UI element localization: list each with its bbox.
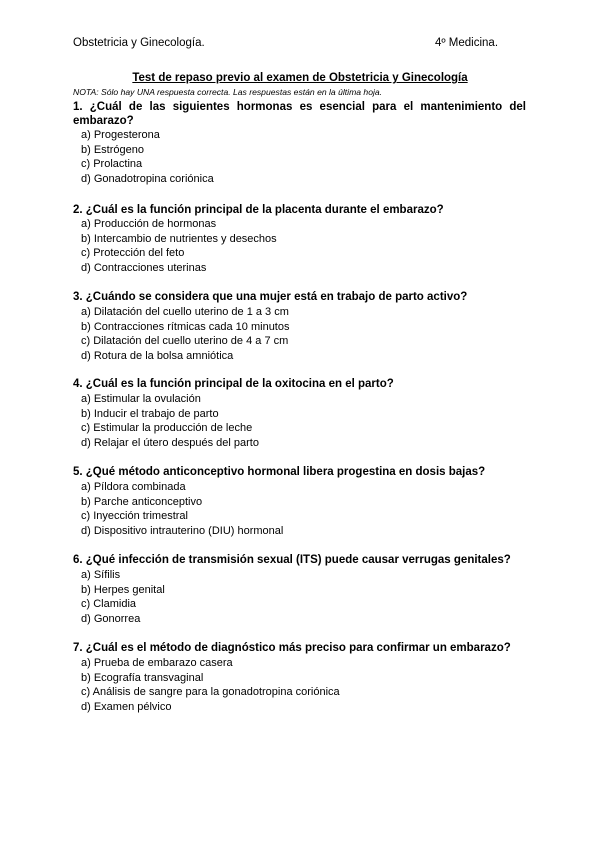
question-2: 2. ¿Cuál es la función principal de la placenta durante el embarazo? xyxy=(73,204,444,216)
option-4d: d) Relajar el útero después del parto xyxy=(81,437,259,449)
option-4b: b) Inducir el trabajo de parto xyxy=(81,408,219,420)
option-2d: d) Contracciones uterinas xyxy=(81,262,207,274)
option-6c: c) Clamidia xyxy=(81,598,137,610)
option-1d: d) Gonadotropina coriónica xyxy=(81,173,214,185)
question-1: 1. ¿Cuál de las siguientes hormonas es esencial para el mantenimiento del embarazo? xyxy=(73,101,526,127)
question-3: 3. ¿Cuándo se considera que una mujer está en trabajo de parto activo? xyxy=(73,291,468,303)
option-1a: a) Progesterona xyxy=(81,129,160,141)
option-3d: d) Rotura de la bolsa amniótica xyxy=(81,350,234,362)
option-4a: a) Estimular la ovulación xyxy=(81,393,201,405)
option-6a: a) Sífilis xyxy=(81,569,121,581)
option-3b: b) Contracciones rítmicas cada 10 minutos xyxy=(81,321,290,333)
question-6: 6. ¿Qué infección de transmisión sexual (ITS) puede causar verrugas genitales? xyxy=(73,554,511,566)
option-7b: b) Ecografía transvaginal xyxy=(81,672,204,684)
header-grade: 4º Medicina. xyxy=(435,37,499,49)
option-5b: b) Parche anticonceptivo xyxy=(81,496,203,508)
option-2a: a) Producción de hormonas xyxy=(81,218,217,230)
document-title: Test de repaso previo al examen de Obstetricia y Ginecología xyxy=(132,72,468,84)
option-5c: c) Inyección trimestral xyxy=(81,510,188,522)
option-5a: a) Píldora combinada xyxy=(81,481,186,493)
question-5: 5. ¿Qué método anticonceptivo hormonal libera progestina en dosis bajas? xyxy=(73,466,486,478)
option-2b: b) Intercambio de nutrientes y desechos xyxy=(81,233,277,245)
question-7: 7. ¿Cuál es el método de diagnóstico más preciso para confirmar un embarazo? xyxy=(73,642,511,654)
option-6d: d) Gonorrea xyxy=(81,613,141,625)
option-7c: c) Análisis de sangre para la gonadotropina coriónica xyxy=(81,686,340,698)
header-course: Obstetricia y Ginecología. xyxy=(73,37,205,49)
option-7a: a) Prueba de embarazo casera xyxy=(81,657,233,669)
option-7d: d) Examen pélvico xyxy=(81,701,172,713)
option-1c: c) Prolactina xyxy=(81,158,143,170)
option-6b: b) Herpes genital xyxy=(81,584,165,596)
instructions-note: NOTA: Sólo hay UNA respuesta correcta. Las respuestas están en la última hoja. xyxy=(73,87,383,97)
option-3c: c) Dilatación del cuello uterino de 4 a 7 cm xyxy=(81,335,289,347)
option-2c: c) Protección del feto xyxy=(81,247,185,259)
option-3a: a) Dilatación del cuello uterino de 1 a 3 cm xyxy=(81,306,289,318)
option-4c: c) Estimular la producción de leche xyxy=(81,422,253,434)
option-1b: b) Estrógeno xyxy=(81,144,144,156)
option-5d: d) Dispositivo intrauterino (DIU) hormonal xyxy=(81,525,284,537)
question-4: 4. ¿Cuál es la función principal de la oxitocina en el parto? xyxy=(73,378,394,390)
